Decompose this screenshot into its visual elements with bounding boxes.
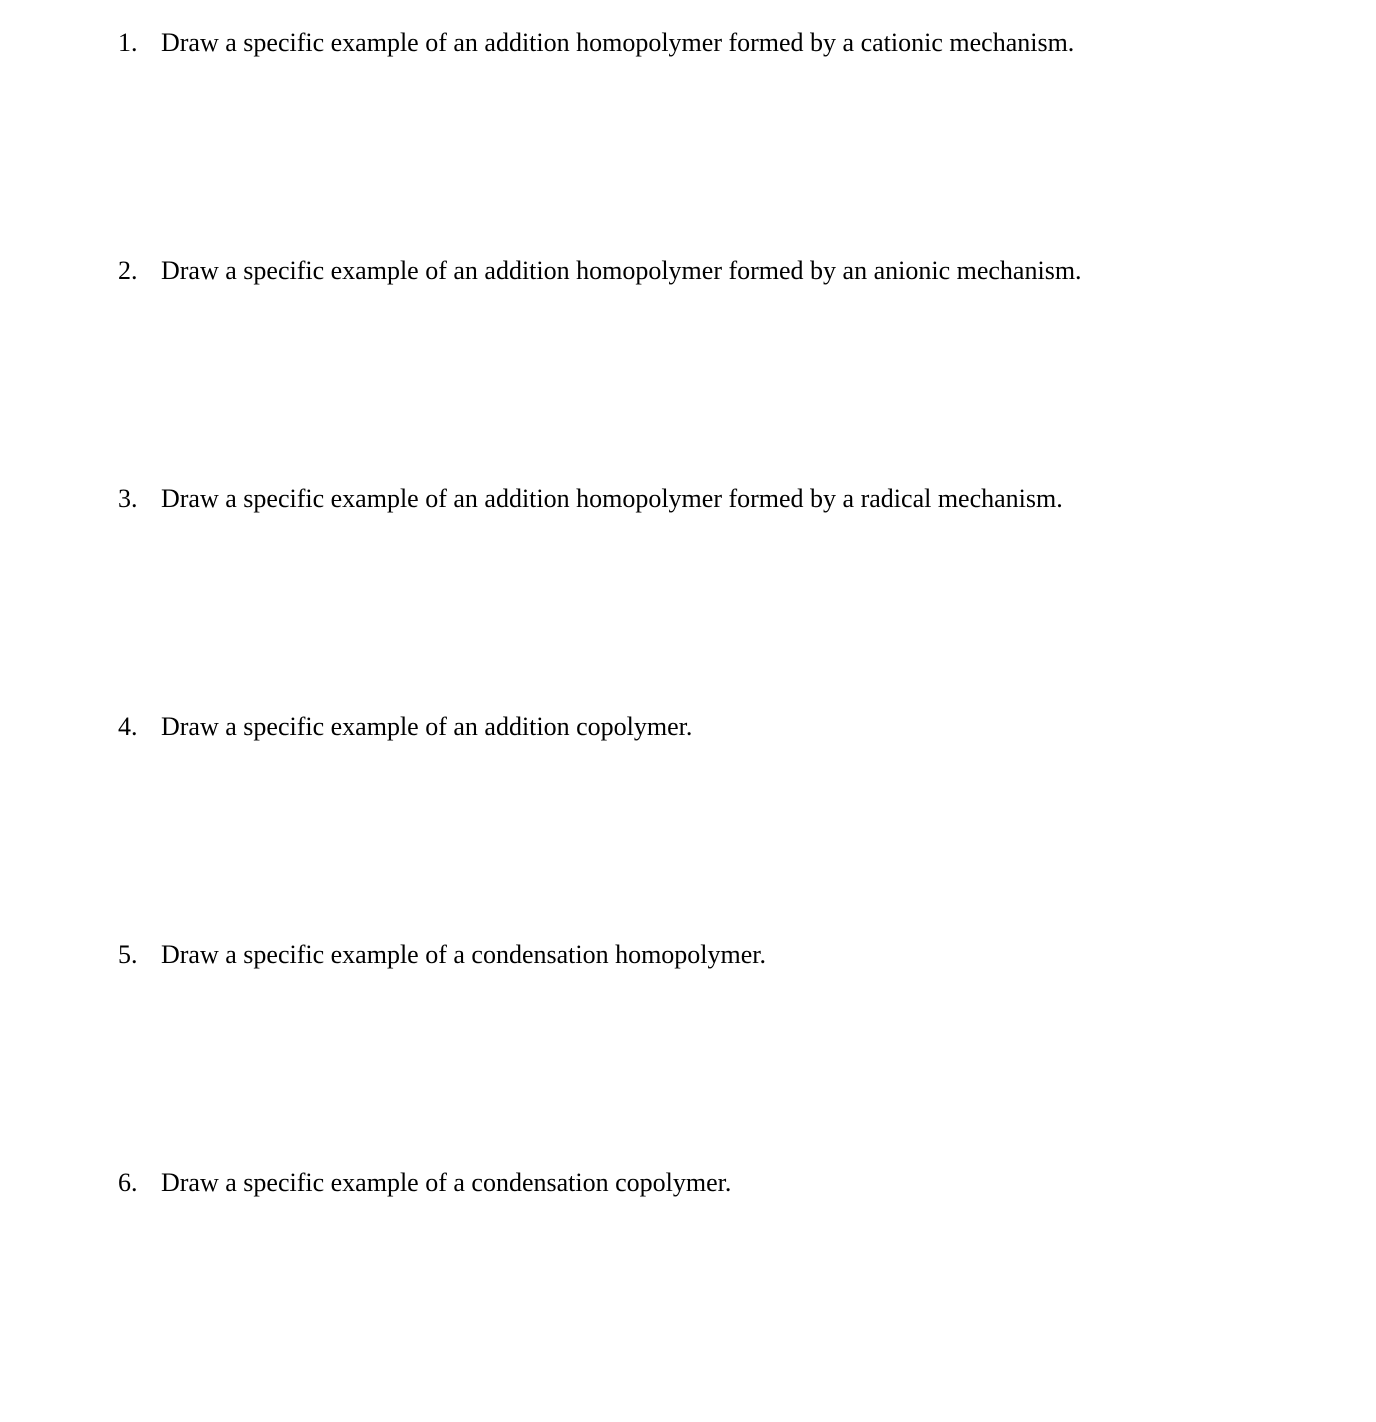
question-item [0, 479, 1376, 519]
question-number: 2. [118, 256, 138, 285]
question-item [0, 23, 1376, 63]
question-text: Draw a specific example of an addition homopolymer formed by a cationic mechanism. [161, 28, 1075, 57]
question-item [0, 251, 1376, 291]
question-number: 1. [118, 28, 138, 57]
question-number: 3. [118, 484, 138, 513]
question-number: 6. [118, 1168, 138, 1197]
question-text: Draw a specific example of an addition copolymer. [161, 712, 693, 741]
question-text: Draw a specific example of a condensation homopolymer. [161, 940, 767, 969]
question-number: 4. [118, 712, 138, 741]
question-item [0, 1163, 1376, 1203]
question-number: 5. [118, 940, 138, 969]
question-item [0, 707, 1376, 747]
question-text: Draw a specific example of an addition homopolymer formed by a radical mechanism. [161, 484, 1063, 513]
question-text: Draw a specific example of an addition homopolymer formed by an anionic mechanism. [161, 256, 1082, 285]
question-text: Draw a specific example of a condensation copolymer. [161, 1168, 732, 1197]
question-item [0, 935, 1376, 975]
